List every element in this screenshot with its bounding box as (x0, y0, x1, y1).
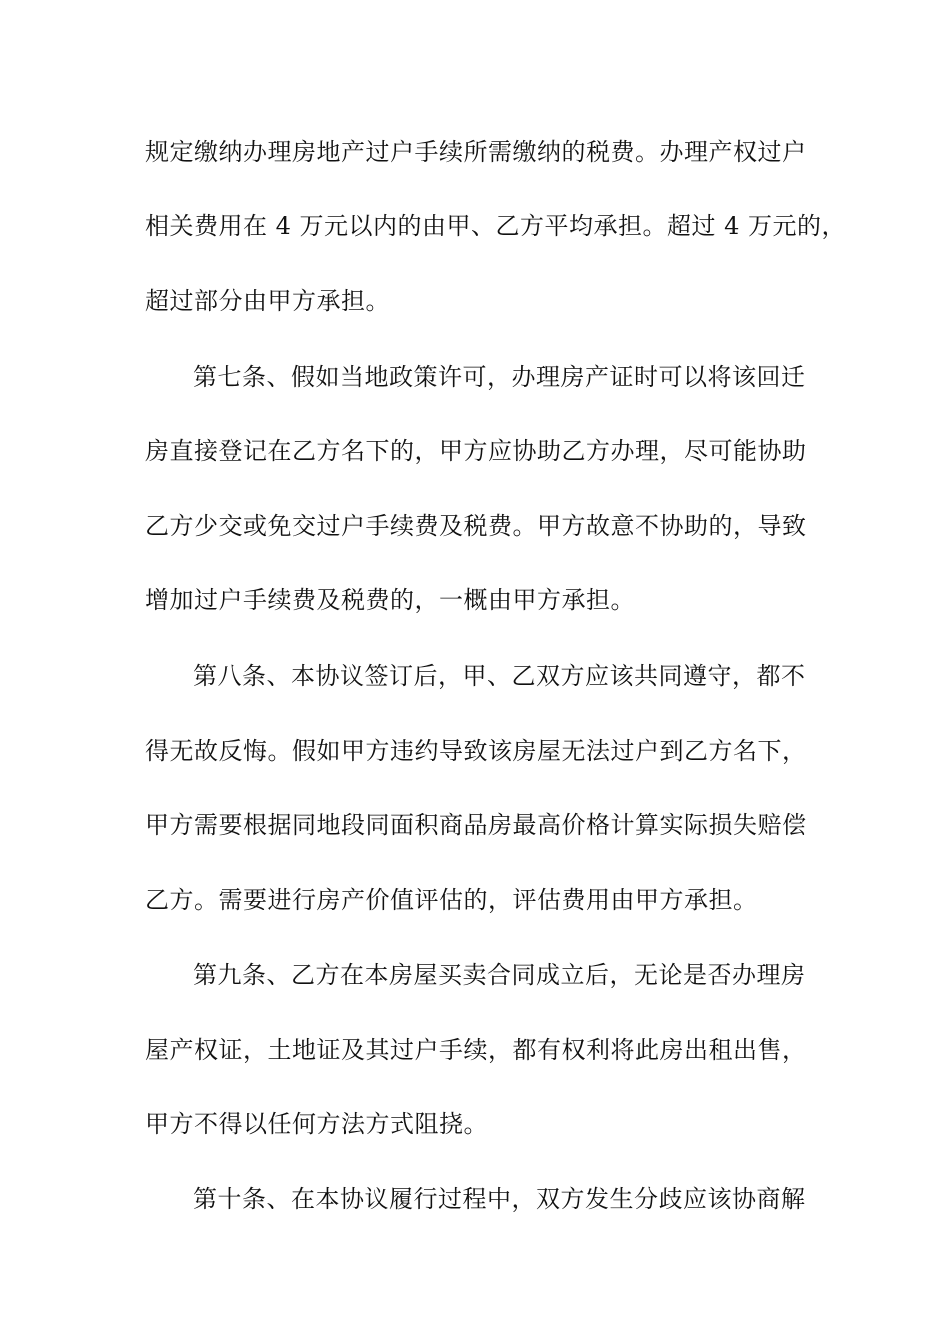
text-line: 规定缴纳办理房地产过户手续所需缴纳的税费。办理产权过户 (145, 138, 807, 166)
paragraph-start-line: 第九条、乙方在本房屋买卖合同成立后，无论是否办理房 (193, 961, 806, 989)
text-line: 甲方不得以任何方法方式阻挠。 (145, 1110, 488, 1138)
paragraph-start-line: 第七条、假如当地政策许可，办理房产证时可以将该回迁 (193, 363, 806, 391)
text-line: 乙方少交或免交过户手续费及税费。甲方故意不协助的，导致 (145, 512, 807, 540)
text-line: 乙方。需要进行房产价值评估的，评估费用由甲方承担。 (145, 886, 758, 914)
text-line: 超过部分由甲方承担。 (145, 287, 390, 315)
text-line: 甲方需要根据同地段同面积商品房最高价格计算实际损失赔偿 (145, 811, 807, 839)
paragraph-start-line: 第十条、在本协议履行过程中，双方发生分歧应该协商解 (193, 1185, 806, 1213)
text-line: 房直接登记在乙方名下的，甲方应协助乙方办理，尽可能协助 (145, 437, 807, 465)
text-line: 增加过户手续费及税费的，一概由甲方承担。 (145, 586, 635, 614)
text-line: 屋产权证，土地证及其过户手续，都有权利将此房出租出售， (145, 1036, 807, 1064)
paragraph-start-line: 第八条、本协议签订后，甲、乙双方应该共同遵守，都不 (193, 662, 806, 690)
text-line: 相关费用在 4 万元以内的由甲、乙方平均承担。超过 4 万元的， (145, 212, 847, 240)
text-line: 得无故反悔。假如甲方违约导致该房屋无法过户到乙方名下， (145, 737, 807, 765)
